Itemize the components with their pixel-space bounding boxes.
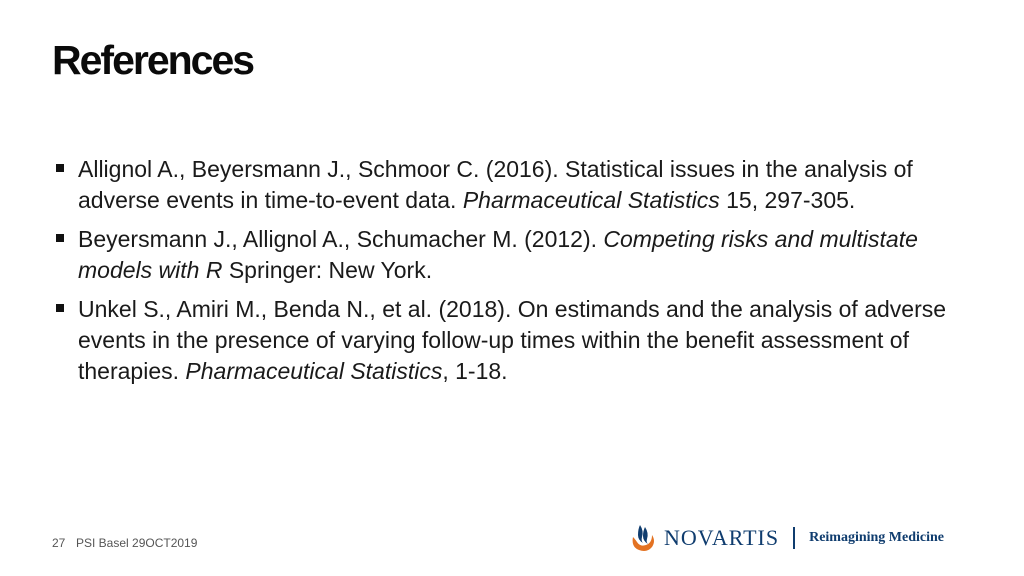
reference-book-title: Competing risks and multistate models with R	[78, 226, 918, 283]
slide-title: References	[52, 37, 254, 83]
novartis-logo	[630, 522, 944, 554]
event-label: PSI Basel 29OCT2019	[76, 536, 198, 550]
reference-journal: Pharmaceutical Statistics	[185, 358, 443, 384]
reference-journal: Pharmaceutical Statistics	[462, 187, 720, 213]
reference-list	[52, 154, 982, 395]
page-number: 27	[52, 536, 66, 550]
reference-publisher: Springer: New York.	[222, 257, 433, 283]
square-bullet-icon	[56, 304, 64, 312]
reference-item	[52, 224, 982, 286]
novartis-flame-icon	[630, 523, 656, 553]
reference-text	[78, 296, 946, 384]
square-bullet-icon	[56, 234, 64, 242]
reference-authors-year: Beyersmann J., Allignol A., Schumacher M. (2012).	[78, 226, 604, 252]
reference-text	[78, 226, 918, 283]
reference-volume-pages: 15, 297-305.	[719, 187, 856, 213]
reference-authors-title: Unkel S., Amiri M., Benda N., et al. (2018). On estimands and the analysis of adverse events in the presence of varying follow-up times within the benefit assessment of therapies.	[78, 296, 947, 384]
reference-item	[52, 154, 982, 216]
brand-name: NOVARTIS	[664, 525, 780, 550]
reference-pages: , 1-18.	[442, 358, 508, 384]
brand-divider	[793, 527, 795, 549]
brand-tagline: Reimagining Medicine	[809, 530, 945, 545]
reference-item	[52, 294, 982, 387]
reference-authors-title: Allignol A., Beyersmann J., Schmoor C. (2016). Statistical issues in the analysis of adverse events in time-to-event data.	[78, 156, 913, 213]
reference-text	[78, 156, 913, 213]
square-bullet-icon	[56, 164, 64, 172]
